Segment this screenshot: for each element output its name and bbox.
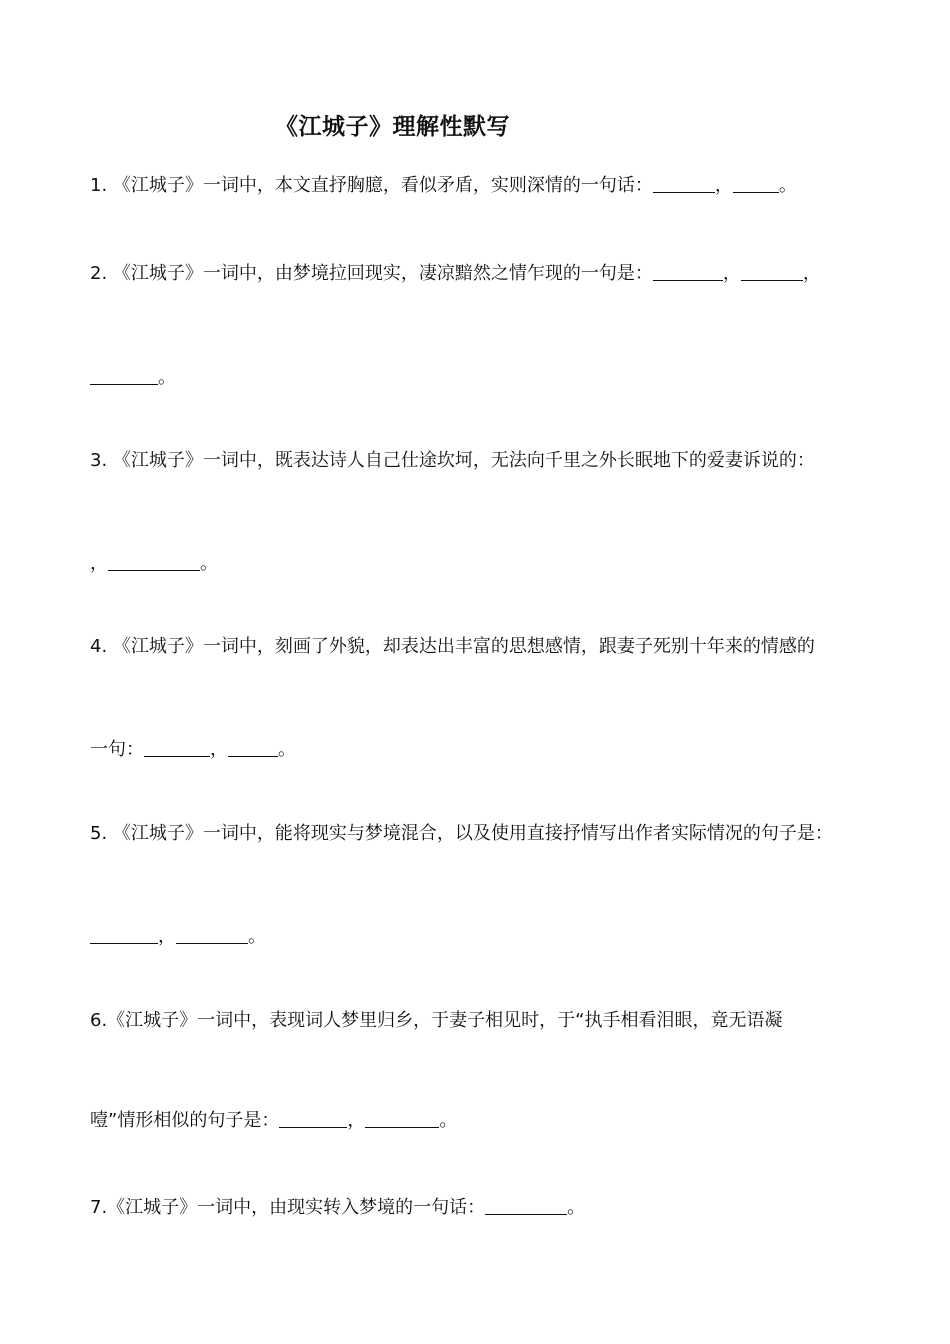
question-3 (90, 447, 815, 475)
question-text: 3. 《江城子》一词中，既表达诗人自己仕途坎坷，无法向千里之外长眠地下的爱妻诉说的： (90, 450, 815, 471)
answer-blank[interactable] (485, 1196, 567, 1215)
question-text: 4. 《江城子》一词中，刻画了外貌，却表达出丰富的思想感情，跟妻子死别十年来的情感的 (90, 636, 815, 657)
question-2-continuation (90, 364, 176, 392)
question-3-continuation (90, 550, 218, 578)
answer-blank[interactable] (733, 174, 779, 193)
answer-blank[interactable] (228, 738, 278, 757)
question-5 (90, 820, 833, 848)
punctuation: ， (802, 263, 821, 284)
page-title: 《江城子》理解性默写 (275, 114, 510, 140)
question-7 (90, 1194, 585, 1222)
punctuation: ， (210, 739, 228, 760)
question-text: 2. 《江城子》一词中，由梦境拉回现实，凄凉黯然之情乍现的一句是： (90, 263, 653, 284)
answer-blank[interactable] (144, 738, 210, 757)
answer-blank[interactable] (176, 925, 248, 944)
answer-blank[interactable] (279, 1109, 347, 1128)
answer-blank[interactable] (653, 262, 723, 281)
question-text: 7.《江城子》一词中，由现实转入梦境的一句话： (90, 1197, 486, 1218)
question-6-continuation (90, 1107, 457, 1135)
question-4 (90, 633, 815, 661)
answer-blank[interactable] (653, 174, 715, 193)
punctuation: ， (90, 553, 108, 574)
punctuation: 。 (778, 175, 797, 196)
answer-blank[interactable] (741, 262, 803, 281)
question-text: 6.《江城子》一词中，表现词人梦里归乡，于妻子相见时，于“执手相看泪眼，竟无语凝 (90, 1010, 783, 1031)
question-2 (90, 260, 821, 288)
question-6 (90, 1007, 783, 1035)
punctuation: 。 (439, 1110, 458, 1131)
punctuation: 。 (248, 926, 266, 947)
punctuation: ， (714, 175, 733, 196)
punctuation: 。 (158, 367, 176, 388)
answer-blank[interactable] (90, 925, 158, 944)
punctuation: 。 (200, 553, 218, 574)
punctuation: ， (722, 263, 741, 284)
punctuation: ， (158, 926, 176, 947)
question-5-continuation (90, 923, 266, 951)
question-4-continuation (90, 736, 296, 764)
answer-blank[interactable] (108, 552, 200, 571)
answer-blank[interactable] (365, 1109, 439, 1128)
question-text: 噎”情形相似的句子是： (90, 1110, 280, 1131)
question-1 (90, 172, 797, 200)
question-text: 5. 《江城子》一词中，能将现实与梦境混合，以及使用直接抒情写出作者实际情况的句子是： (90, 823, 833, 844)
punctuation: 。 (567, 1197, 586, 1218)
question-text: 一句： (90, 739, 144, 760)
answer-blank[interactable] (90, 366, 158, 385)
question-text: 1. 《江城子》一词中，本文直抒胸臆，看似矛盾，实则深情的一句话： (90, 175, 653, 196)
punctuation: 。 (278, 739, 296, 760)
punctuation: ， (347, 1110, 366, 1131)
